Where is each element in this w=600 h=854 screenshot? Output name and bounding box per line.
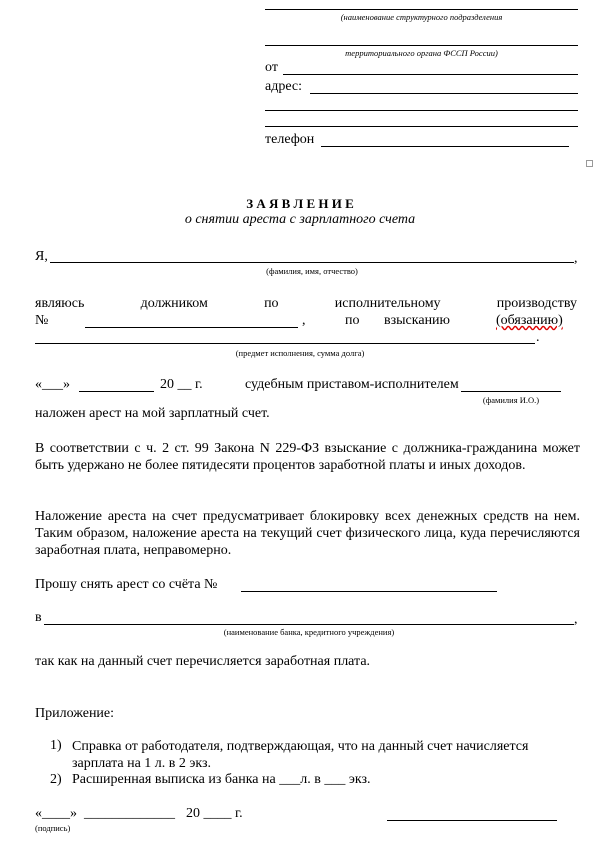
bank-name-line[interactable] — [44, 624, 574, 625]
subject-dot: . — [536, 330, 540, 345]
dept-caption: (наименование структурного подразделения — [340, 12, 503, 22]
reason-text: так как на данный счет перечисляется заработная плата. — [35, 654, 371, 669]
footer-year: 20 ____ г. — [186, 806, 243, 821]
signature-line[interactable] — [387, 820, 557, 821]
signature-caption: (подпись) — [35, 823, 71, 833]
bank-prefix: в — [35, 610, 42, 625]
date-year: 20 __ г. — [160, 377, 203, 392]
blocking-paragraph: Наложение ареста на счет предусматривает блокировку всех денежных средств на нем. Таким образом, наложение ареста на текущий счет физического лица, куда перечисляются заработная плата, неправомерно. — [35, 509, 580, 558]
attachment-text: Справка от работодателя, подтверждающая, что на данный счет начисляется зарплата на 1 л. в 2 экз. — [72, 739, 529, 771]
phone-line[interactable] — [321, 146, 569, 147]
case-number-label: № — [35, 313, 49, 328]
by-label: по — [345, 313, 360, 328]
footer-date-quote: «____» — [35, 806, 77, 821]
account-number-line[interactable] — [241, 591, 497, 592]
applicant-suffix: , — [574, 251, 578, 266]
address-line-3[interactable] — [265, 126, 578, 127]
case-number-line[interactable] — [85, 327, 298, 328]
address-line-2[interactable] — [265, 110, 578, 111]
request-text: Прошу снять арест со счёта № — [35, 577, 218, 592]
from-line[interactable] — [283, 74, 578, 75]
debtor-word: исполнительному — [334, 296, 441, 311]
org-caption: территориального органа ФССП России) — [345, 48, 498, 58]
bailiff-text: судебным приставом-исполнителем — [245, 377, 459, 392]
debtor-word: по — [264, 296, 279, 311]
law-paragraph: В соответствии с ч. 2 ст. 99 Закона N 229-ФЗ взыскание с должника-гражданина может быть удержано не более пятидесяти процентов заработной платы и иных доходов. — [35, 441, 580, 473]
debtor-word: должником — [140, 296, 208, 311]
attachment-text: Расширенная выписка из банка на ___л. в ___ экз. — [72, 772, 371, 787]
from-label: от — [265, 60, 278, 75]
applicant-name-line[interactable] — [50, 262, 574, 263]
case-number-comma: , — [302, 313, 306, 328]
collection-label: взысканию — [384, 313, 451, 328]
address-label: адрес: — [265, 79, 303, 94]
bailiff-name-line[interactable] — [461, 391, 561, 392]
date-month-line[interactable] — [79, 391, 154, 392]
applicant-prefix: Я, — [35, 249, 48, 264]
bank-caption: (наименование банка, кредитного учреждения) — [223, 627, 395, 637]
debtor-word: производству — [496, 296, 577, 311]
debtor-words — [35, 296, 577, 312]
subject-caption: (предмет исполнения, сумма долга) — [235, 348, 365, 358]
obligation-label: (обязанию) — [496, 313, 563, 328]
checkbox-icon — [586, 160, 593, 167]
dept-line[interactable] — [265, 9, 578, 10]
attachment-number: 1) — [50, 738, 62, 753]
subject-line[interactable] — [35, 343, 535, 344]
bank-suffix: , — [574, 612, 578, 627]
arrest-paragraph: наложен арест на мой зарплатный счет. — [35, 406, 270, 421]
org-line[interactable] — [265, 45, 578, 46]
document-title: З А Я В Л Е Н И Е — [246, 196, 354, 211]
applicant-caption: (фамилия, имя, отчество) — [266, 266, 358, 276]
debtor-word: являюсь — [35, 296, 85, 311]
attachment-number: 2) — [50, 772, 62, 787]
bailiff-caption: (фамилия И.О.) — [482, 395, 540, 405]
address-line-1[interactable] — [310, 93, 578, 94]
attachments-label: Приложение: — [35, 706, 115, 721]
date-quote: «___» — [35, 377, 70, 392]
footer-date-blank[interactable]: _____________ — [84, 806, 175, 821]
document-subtitle: о снятии ареста с зарплатного счета — [184, 212, 416, 227]
phone-label: телефон — [265, 132, 315, 147]
